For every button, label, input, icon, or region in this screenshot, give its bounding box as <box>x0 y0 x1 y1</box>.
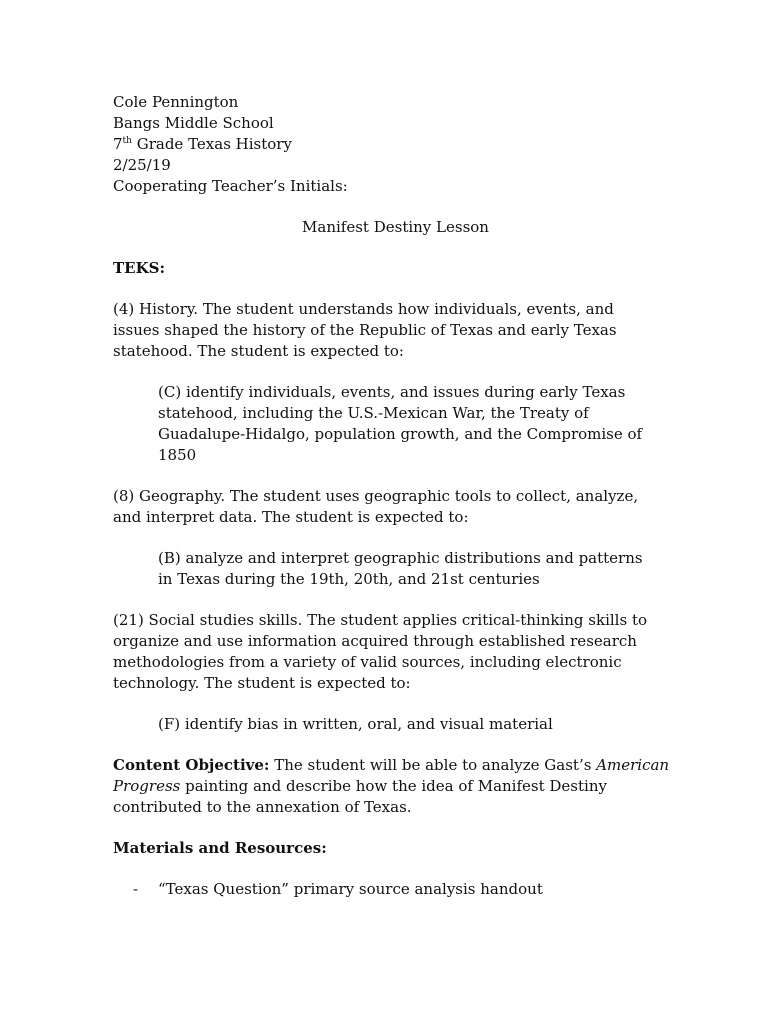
objective-line <box>113 776 678 797</box>
teks-item <box>113 486 678 528</box>
grade-number: 7 <box>113 135 123 153</box>
teks-subitem <box>113 548 678 590</box>
teks-line: technology. The student is expected to: <box>113 674 411 692</box>
author-name: Cole Pennington <box>113 93 239 111</box>
teks-subline: in Texas during the 19th, 20th, and 21st centuries <box>158 570 540 588</box>
teks-line: (8) Geography. The student uses geographic tools to collect, analyze, <box>113 487 639 505</box>
teks-line: (21) Social studies skills. The student applies critical-thinking skills to <box>113 611 648 629</box>
painting-title-part2: Progress <box>113 777 181 795</box>
date: 2/25/19 <box>113 156 171 174</box>
materials-heading: Materials and Resources: <box>113 839 327 857</box>
content-objective <box>113 755 678 818</box>
objective-line: contributed to the annexation of Texas. <box>113 798 412 816</box>
teks-line: (4) History. The student understands how individuals, events, and <box>113 300 614 318</box>
bullet-dash: - <box>133 880 139 898</box>
objective-label: Content Objective: <box>113 756 270 774</box>
teks-subitem <box>113 714 678 735</box>
teks-subline: (F) identify bias in written, oral, and visual material <box>158 715 553 733</box>
course-name <box>113 134 678 155</box>
grade-suffix: th <box>122 136 132 146</box>
teks-line: issues shaped the history of the Republic of Texas and early Texas <box>113 321 617 339</box>
teks-subline: (C) identify individuals, events, and issues during early Texas <box>158 383 626 401</box>
teks-heading: TEKS: <box>113 259 166 277</box>
teacher-initials-label: Cooperating Teacher’s Initials: <box>113 177 348 195</box>
teks-item <box>113 299 678 362</box>
teks-line: statehood. The student is expected to: <box>113 342 404 360</box>
teks-subline: (B) analyze and interpret geographic distributions and patterns <box>158 549 643 567</box>
material-text: “Texas Question” primary source analysis handout <box>158 880 543 898</box>
objective-text: painting and describe how the idea of Manifest Destiny <box>180 777 607 795</box>
teks-item <box>113 610 678 694</box>
teks-subline: 1850 <box>158 446 197 464</box>
school-name: Bangs Middle School <box>113 114 274 132</box>
painting-title-part1: American <box>596 756 670 774</box>
teks-subline: Guadalupe-Hidalgo, population growth, and the Compromise of <box>158 425 643 443</box>
teks-line: organize and use information acquired through established research <box>113 632 637 650</box>
teks-subline: statehood, including the U.S.-Mexican War, the Treaty of <box>158 404 589 422</box>
grade-rest: Grade Texas History <box>131 135 292 153</box>
objective-line <box>113 755 678 776</box>
teks-line: and interpret data. The student is expected to: <box>113 508 469 526</box>
teks-subitem <box>113 382 678 466</box>
teks-line: methodologies from a variety of valid sources, including electronic <box>113 653 622 671</box>
lesson-title: Manifest Destiny Lesson <box>302 218 489 236</box>
objective-text: The student will be able to analyze Gast’s <box>269 756 597 774</box>
header-block <box>113 92 678 197</box>
materials-list-item <box>113 879 678 900</box>
